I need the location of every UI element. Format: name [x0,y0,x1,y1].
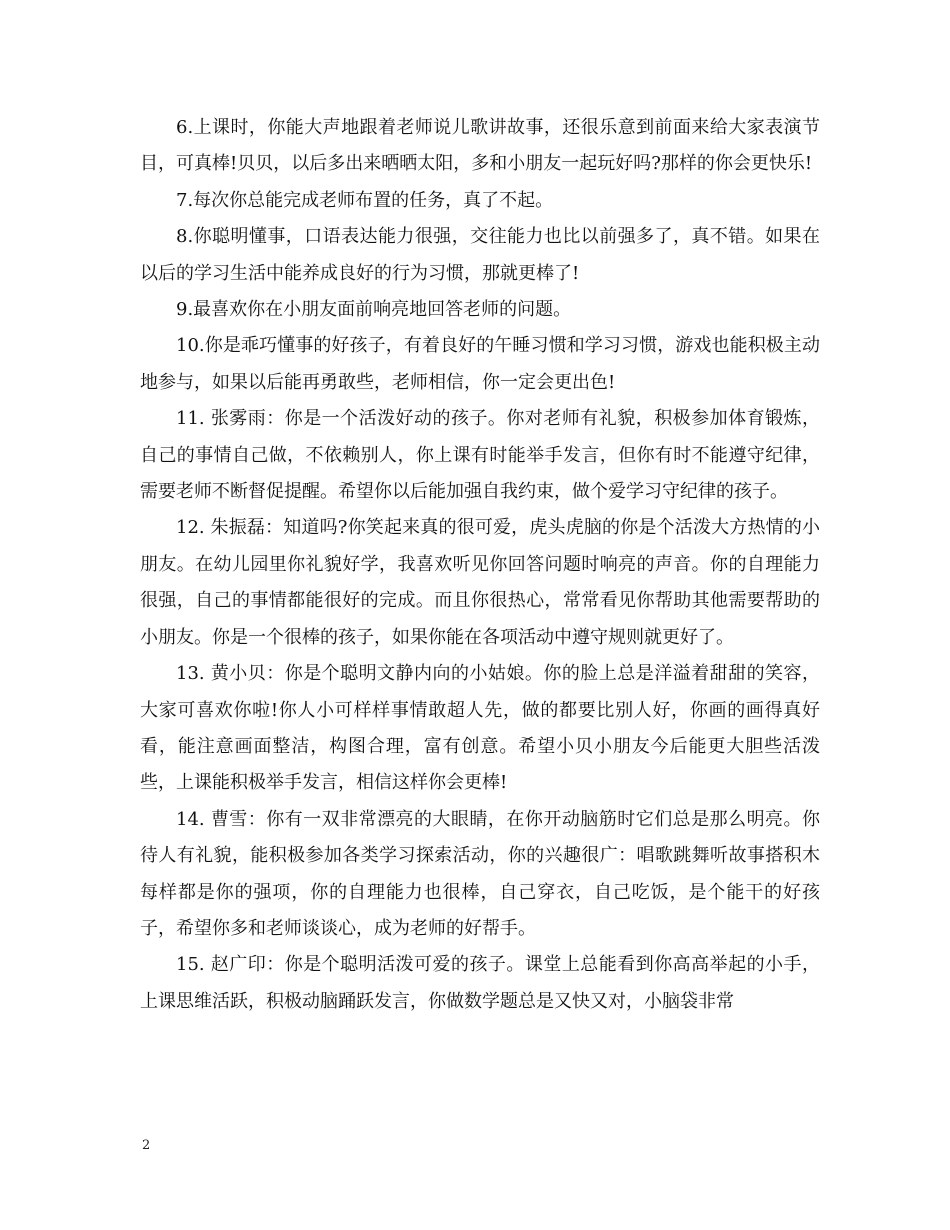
page-number: 2 [142,1138,151,1153]
paragraph-11: 11. 张雾雨：你是一个活泼好动的孩子。你对老师有礼貌，积极参加体育锻炼，自己的事情自己做，不依赖别人，你上课有时能举手发言，但你有时不能遵守纪律，需要老师不断督促提醒。希望你以后能加强自我约束，做个爱学习守纪律的孩子。 [140,408,820,503]
document-body [140,110,820,1020]
paragraph-14: 14. 曹雪：你有一双非常漂亮的大眼睛，在你开动脑筋时它们总是那么明亮。你待人有礼貌，能积极参加各类学习探索活动，你的兴趣很广：唱歌跳舞听故事搭积木每样都是你的强项，你的自理能力也很棒，自己穿衣，自己吃饭，是个能干的好孩子，希望你多和老师谈谈心，成为老师的好帮手。 [140,808,820,939]
paragraph-15: 15. 赵广印：你是个聪明活泼可爱的孩子。课堂上总能看到你高高举起的小手，上课思维活跃，积极动脑踊跃发言，你做数学题总是又快又对，小脑袋非常 [140,954,820,1012]
paragraph-9: 9.最喜欢你在小朋友面前响亮地回答老师的问题。 [176,299,572,321]
paragraph-7: 7.每次你总能完成老师布置的任务，真了不起。 [176,189,554,211]
paragraph-6: 6.上课时，你能大声地跟着老师说儿歌讲故事，还很乐意到前面来给大家表演节目，可真棒!贝贝，以后多出来晒晒太阳，多和小朋友一起玩好吗?那样的你会更快乐! [140,117,820,175]
paragraph-13: 13. 黄小贝：你是个聪明文静内向的小姑娘。你的脸上总是洋溢着甜甜的笑容，大家可喜欢你啦!你人小可样样事情敢超人先，做的都要比别人好，你画的画得真好看，能注意画面整洁，构图合理，富有创意。希望小贝小朋友今后能更大胆些活泼些，上课能积极举手发言，相信这样你会更棒! [140,663,820,794]
paragraph-10: 10.你是乖巧懂事的好孩子，有着良好的午睡习惯和学习习惯，游戏也能积极主动地参与，如果以后能再勇敢些，老师相信，你一定会更出色! [140,335,820,393]
paragraph-8: 8.你聪明懂事，口语表达能力很强，交往能力也比以前强多了，真不错。如果在以后的学习生活中能养成良好的行为习惯，那就更棒了! [140,226,820,284]
paragraph-12: 12. 朱振磊：知道吗?你笑起来真的很可爱，虎头虎脑的你是个活泼大方热情的小朋友。在幼儿园里你礼貌好学，我喜欢听见你回答问题时响亮的声音。你的自理能力很强，自己的事情都能很好的完成。而且你很热心，常常看见你帮助其他需要帮助的小朋友。你是一个很棒的孩子，如果你能在各项活动中遵守规则就更好了。 [140,517,820,648]
